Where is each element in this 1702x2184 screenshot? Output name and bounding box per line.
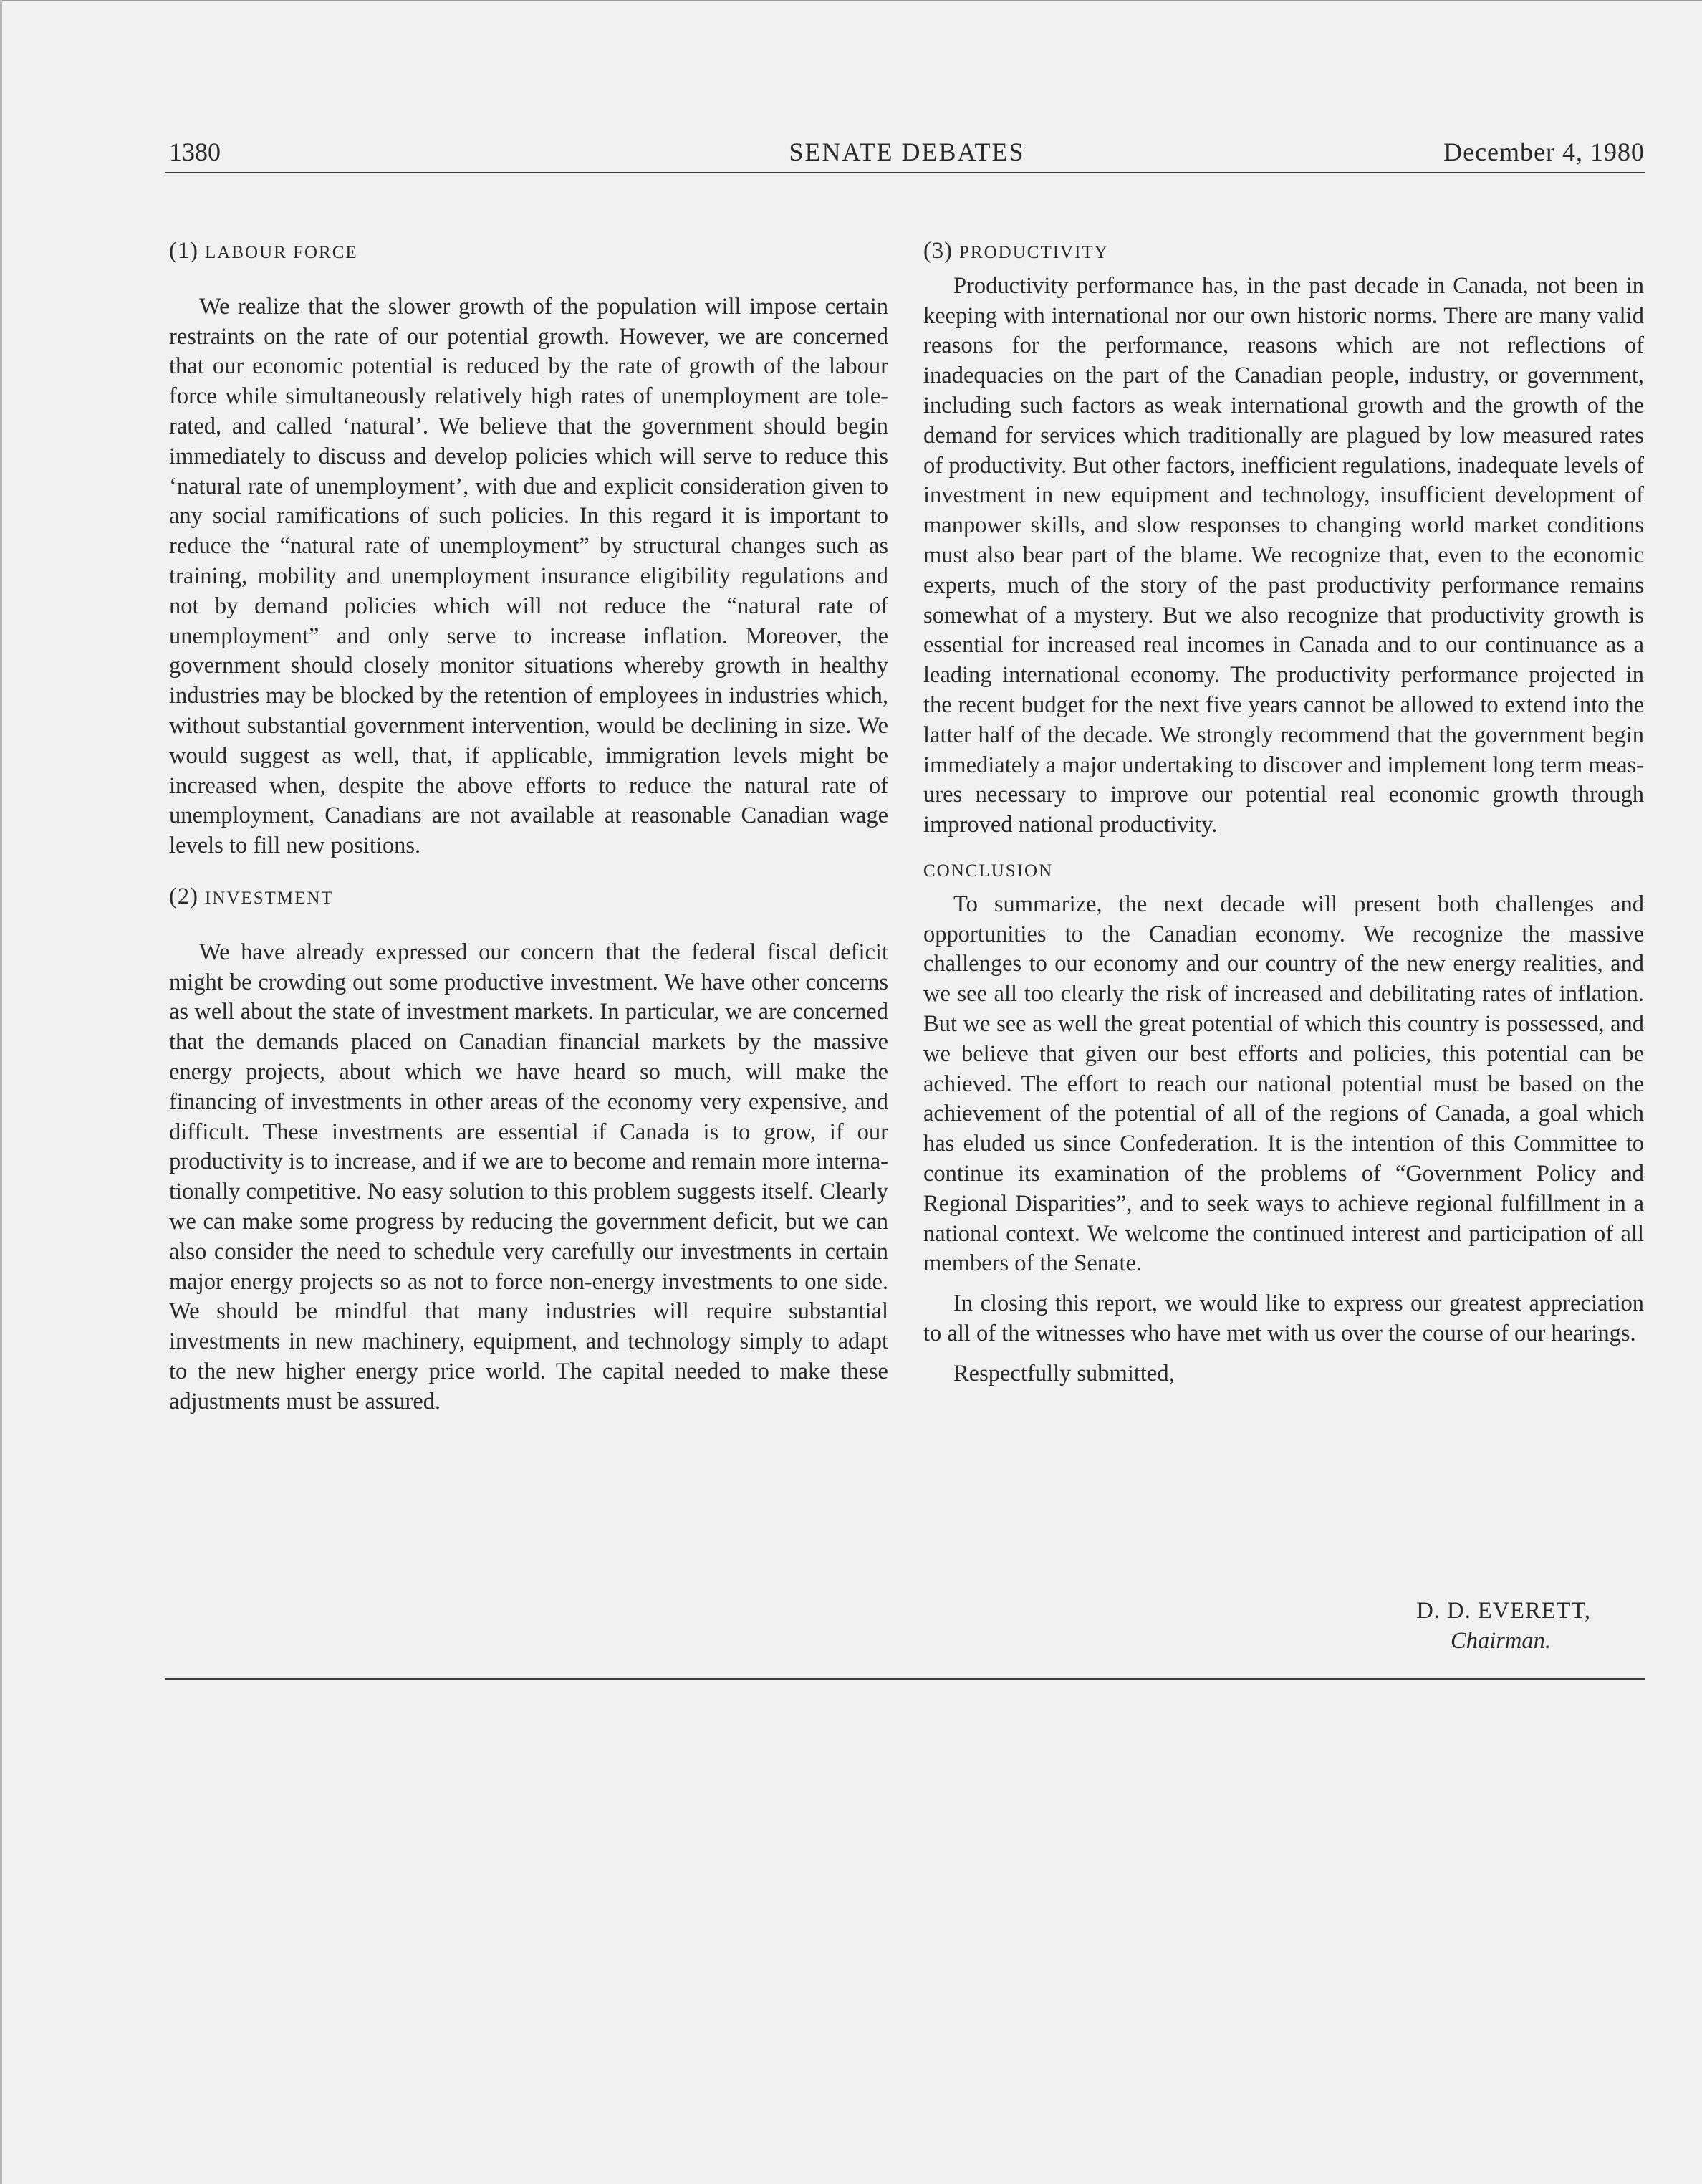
investment-paragraph: We have already expressed our concern that the federal fiscal deficit might be crowding out some productive investment. We have other concerns as well about the state of investment markets. In particular, we are concerned that the demands placed on Canadian financial markets by the massive energy projects, about which we have heard so much, will make the financing of investments in other areas of the economy very expensive, and difficult. These investments are essential if Canada is to grow, if our productivity is to increase, and if we are to become and remain more internationally competitive. No easy solution to this problem suggests itself. Clearly we can make some progress by reducing the government deficit, but we can also consider the need to schedule very carefully our investments in certain major energy projects so as not to force non-energy investments to one side. We should be mindful that many industries will require substantial investments in new machinery, equipment, and technology simply to adapt to the new higher energy price world. The capital needed to make these adjustments must be assured. bbox=[169, 939, 888, 1414]
footer-rule bbox=[165, 1678, 1645, 1680]
left-column bbox=[169, 236, 888, 1417]
closing-line: Respectfully submitted, bbox=[953, 1360, 1175, 1386]
publication-title: SENATE DEBATES bbox=[789, 138, 1025, 166]
page-left-edge bbox=[0, 0, 2, 2184]
signatory-name: D. D. EVERETT, bbox=[1416, 1598, 1591, 1624]
section-title: LABOUR FORCE bbox=[205, 243, 358, 262]
page-number: 1380 bbox=[169, 138, 221, 166]
page-top-edge bbox=[0, 0, 1702, 1]
signatory-title: Chairman. bbox=[1451, 1628, 1551, 1654]
publication-date: December 4, 1980 bbox=[1443, 138, 1645, 166]
header-rule bbox=[165, 172, 1645, 173]
section-title: INVESTMENT bbox=[205, 888, 334, 908]
conclusion-paragraph: To summarize, the next decade will present both challenges and opportunities to the Canadian economy. We recognize the massive challenges to our economy and our country of the new energy realities, and we see all too clearly the risk of increased and debilitating rates of inflation. But we see as well the great potential of which this country is possessed, and we believe that given our best efforts and policies, this potential can be achieved. The effort to reach our national potential must be based on the achievement of the potential of all of the regions of Canada, a goal which has eluded us since Confederation. It is the intention of this Committee to continue its examination of the problems of “Government Policy and Regional Disparities”, and to seek ways to achieve regional fulfillment in a national context. We welcome the continued interest and participation of all members of the Senate. bbox=[923, 891, 1644, 1277]
section-heading-investment bbox=[169, 882, 888, 914]
section-number: (2) bbox=[169, 883, 198, 909]
section-number: (3) bbox=[923, 238, 953, 264]
section-title: PRODUCTIVITY bbox=[959, 243, 1109, 262]
section-number: (1) bbox=[169, 238, 198, 264]
section-heading-conclusion bbox=[923, 855, 1644, 886]
section-heading-productivity bbox=[923, 236, 1644, 268]
running-head bbox=[169, 135, 1645, 169]
labour-force-paragraph: We realize that the slower growth of the population will impose certain restraints on the rate of our potential growth. However, we are concerned that our economic potential is reduced by the rate of growth of the labour force while simultaneously relatively high rates of unemployment are tolerated, and called ‘natural’. We believe that the government should begin immediately to discuss and develop policies which will serve to reduce this ‘natural rate of unemployment’, with due and explicit consideration given to any social ramifications of such policies. In this regard it is important to reduce the “natural rate of unemployment” by structural changes such as training, mobility and unemployment insurance eligibility regulations and not by demand policies which will not reduce the “natural rate of unemployment” and only serve to increase inflation. Moreover, the government should closely monitor situations whereby growth in healthy industries may be blocked by the retention of employees in industries which, without substantial government intervention, would be declining in size. We would suggest as well, that, if applicable, immigration levels might be increased when, despite the above efforts to reduce the natural rate of unemployment, Canadians are not available at reasonable Canadian wage levels to fill new positions. bbox=[169, 293, 888, 859]
right-column bbox=[923, 236, 1644, 1389]
section-title: CONCLUSION bbox=[923, 861, 1054, 881]
closing-paragraph: In closing this report, we would like to express our greatest appreciation to all of the witnesses who have met with us over the course of our hearings. bbox=[923, 1290, 1644, 1346]
productivity-paragraph: Productivity performance has, in the past decade in Canada, not been in keeping with international nor our own historic norms. There are many valid reasons for the performance, reasons which are not reflections of inadequacies on the part of the Canadian people, industry, or government, including such factors as weak international growth and the growth of the demand for services which traditionally are plagued by low measured rates of productivity. But other factors, inefficient regulations, inadequate levels of investment in new equipment and technology, insufficient development of manpower skills, and slow responses to changing world market conditions must also bear part of the blame. We recognize that, even to the economic experts, much of the story of the past productivity performance remains somewhat of a mystery. But we also recognize that productivity growth is essential for increased real incomes in Canada and to our continuance as a leading international economy. The productivity performance projected in the recent budget for the next five years cannot be allowed to extend into the latter half of the decade. We strongly recommend that the government begin immediately a major undertaking to discover and implement long term measures necessary to improve our potential real economic growth through improved national productivity. bbox=[923, 272, 1644, 838]
section-heading-labour-force bbox=[169, 236, 888, 268]
